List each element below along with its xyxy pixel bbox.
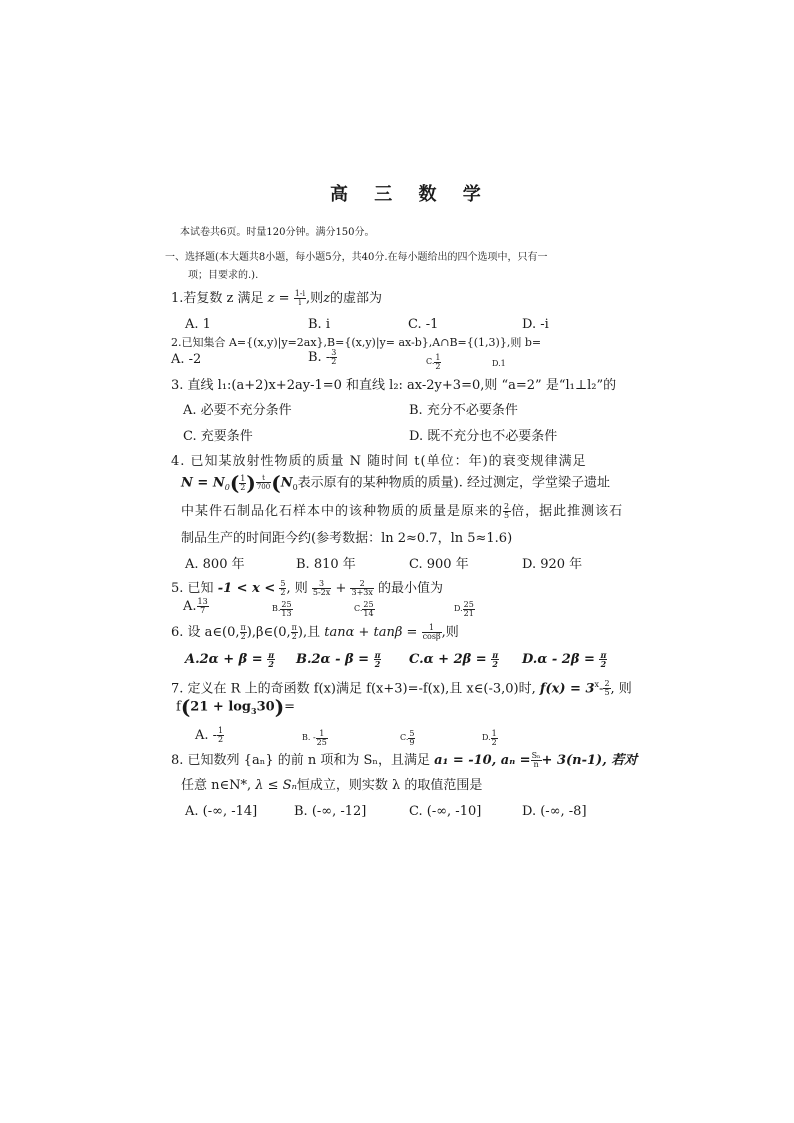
q7-c-frac [408, 730, 415, 747]
q4-exp-num: t [256, 474, 271, 483]
q5-b-num: 25 [281, 599, 292, 609]
q4-base-den: 2 [240, 482, 246, 492]
q6-rhs-den: cosβ [422, 632, 441, 641]
question-2-stem: 2.已知集合 A={(x,y)|y=2ax},B={(x,y)|y= ax-b},A∩B={(1,3)},则 b= [171, 336, 542, 349]
q6-rhs-num: 1 [422, 624, 442, 633]
q1-text-c: 的虚部为 [330, 291, 383, 306]
q6-eq: tanα + tanβ = [324, 625, 418, 640]
q8-frac-num: Sₙ [531, 751, 541, 760]
q8-option-a[interactable]: A. (-∞, -14] [185, 804, 258, 819]
q7-a-frac [217, 727, 224, 744]
q1-option-c[interactable]: C. -1 [408, 317, 439, 332]
section-header-line1: 一、选择题(本大题共8小题，每小题5分，共40分.在每小题给出的四个选项中，只有一 [165, 252, 548, 263]
q5-a-frac [197, 598, 209, 615]
q1-fraction [294, 290, 306, 307]
q2-b-den: 2 [331, 357, 337, 366]
q1-z: z [323, 291, 331, 306]
q7-frac [603, 680, 610, 697]
q5-d-den: 21 [463, 608, 474, 618]
q7-c-num: 5 [409, 728, 415, 738]
q8-option-b[interactable]: B. (-∞, -12] [294, 804, 367, 819]
q5-option-a[interactable] [183, 598, 209, 616]
q6-d-frac [599, 651, 607, 668]
q4-exp-den: 700 [256, 483, 271, 491]
q7-d-label: D. [482, 733, 491, 742]
q4-base-num: 1 [240, 473, 246, 483]
q2-b-frac [330, 349, 337, 366]
q2-option-a[interactable]: A. -2 [171, 352, 202, 367]
q7-option-b[interactable] [302, 729, 328, 747]
q5-frac2 [350, 580, 373, 597]
q5-d-frac [463, 601, 475, 618]
q7-equals: = [284, 699, 296, 715]
q8-frac-den: n [533, 760, 539, 769]
question-5-stem [171, 580, 443, 598]
q6-d-expr: α - 2β = [537, 652, 595, 667]
question-3-stem: 3. 直线 l₁:(a+2)x+2ay-1=0 和直线 l₂: ax-2y+3=0,则 “a=2” 是“l₁⊥l₂”的 [171, 378, 617, 393]
q4-frac [503, 503, 511, 520]
q4-paren2: ( [271, 471, 281, 495]
q6-a-frac [267, 651, 275, 668]
q5-a-den: 7 [200, 606, 206, 615]
q6-d-pi: π [600, 650, 607, 660]
q6-pi-frac-1 [240, 624, 247, 641]
q2-option-b[interactable] [308, 349, 337, 367]
q8-frac [531, 752, 542, 769]
question-8-line1 [171, 752, 637, 770]
q6-a-two: 2 [268, 659, 274, 669]
q7-c-label: C. [400, 733, 409, 742]
q4-n0-sub: 0 [292, 483, 298, 493]
question-7-stem [171, 676, 632, 698]
q6-a-expr: 2α + β = [199, 652, 263, 667]
q5-ineq-den: 2 [280, 588, 286, 597]
q6-a-label: A. [185, 652, 200, 667]
q6-d-label: D. [522, 652, 538, 667]
q7-expr: 21 + log [190, 699, 252, 715]
q4-option-b[interactable]: B. 810 年 [296, 557, 356, 572]
page-title: 高 三 数 学 [330, 184, 491, 205]
q7-minus: - [599, 681, 604, 697]
q1-text-a: 1.若复数 z 满足 [171, 291, 264, 306]
q4-option-d[interactable]: D. 920 年 [522, 557, 583, 572]
q5-text-b: , 则 [286, 581, 308, 596]
q7-option-d[interactable] [482, 729, 498, 747]
q5-ineq: -1 < x < [217, 581, 276, 596]
q7-paren-close: ) [274, 695, 285, 719]
q3-option-b[interactable]: B. 充分不必要条件 [409, 403, 518, 418]
q5-b-frac [280, 601, 292, 618]
q3-option-a[interactable]: A. 必要不充分条件 [183, 403, 292, 418]
q4-line2-text: 表示原有的某种物质的质量). 经过测定，学堂梁子遗址 [297, 475, 611, 491]
question-6-stem [171, 624, 459, 642]
q5-a-num: 13 [197, 597, 208, 606]
q6-two-2: 2 [291, 632, 297, 641]
q6-option-c[interactable] [409, 651, 499, 669]
q6-pi-frac-2 [291, 624, 298, 641]
q6-pi-2: π [291, 623, 297, 632]
q7-f: f [176, 699, 181, 715]
q5-b-den: 13 [281, 608, 292, 618]
q5-b-label: B. [272, 604, 281, 613]
q1-option-d[interactable]: D. -i [522, 317, 549, 332]
q4-line3-b: 倍，据此推测该石 [511, 504, 624, 519]
q7-log-base: 3 [251, 706, 257, 717]
q1-text-b: ,则 [306, 291, 324, 306]
q5-d-label: D. [454, 604, 463, 613]
q2-option-d[interactable]: D.1 [492, 359, 506, 368]
q7-d-num: 1 [491, 728, 497, 738]
q6-b-two: 2 [374, 659, 381, 669]
q5-plus: + [335, 581, 347, 596]
q5-c-label: C. [354, 604, 363, 613]
q2-c-den: 2 [435, 361, 441, 371]
q4-n0: N [280, 475, 293, 491]
q1-option-b[interactable]: B. i [308, 317, 330, 332]
q4-frac-den: 5 [504, 511, 511, 520]
q7-b-num: 1 [316, 730, 328, 739]
q7-text-b: , 则 [610, 681, 632, 697]
q6-c-two: 2 [492, 659, 498, 669]
q6-c-expr: α + 2β = [423, 652, 487, 667]
q7-paren-open: ( [180, 695, 191, 719]
q8-text-b: + 3(n-1), 若对 [541, 753, 638, 768]
q5-option-d[interactable] [454, 600, 475, 618]
q2-c-frac [434, 354, 441, 371]
section-header-line2: 项；目要求的.). [188, 270, 259, 281]
q5-option-b[interactable] [272, 600, 293, 618]
q2-c-num: 1 [435, 352, 441, 362]
q7-d-frac [491, 730, 498, 747]
q6-option-a[interactable] [185, 651, 275, 669]
q8-text-a: 8. 已知数列 {aₙ} 的前 n 项和为 Sₙ，且满足 [171, 753, 431, 768]
q5-c-den: 14 [363, 608, 374, 618]
q6-text-d: ,则 [441, 625, 459, 640]
q5-c-frac [362, 601, 374, 618]
q7-a-den: 2 [218, 735, 224, 744]
q6-text-c: ),且 [297, 625, 321, 640]
q7-fx: f(x) = 3 [539, 681, 595, 697]
q5-d-num: 25 [463, 599, 474, 609]
q5-f1-den: 5-2x [312, 588, 331, 597]
q8-line2-b: λ ≤ Sₙ [255, 778, 297, 793]
q6-pi-1: π [240, 623, 246, 632]
q2-option-c[interactable] [426, 353, 441, 371]
q4-paren-open: ( [229, 471, 240, 495]
q4-frac-num: 2 [504, 502, 511, 511]
q6-d-two: 2 [600, 659, 607, 669]
q1-frac-num: 1-i [294, 289, 306, 298]
q2-c-label: C. [426, 357, 435, 366]
q7-text-a: 7. 定义在 R 上的奇函数 f(x)满足 f(x+3)=-f(x),且 x∈(-3,0)时, [171, 681, 536, 697]
q5-text-a: 5. 已知 [171, 581, 214, 596]
q8-line2-a: 任意 n∈N*, [181, 778, 252, 793]
q7-option-c[interactable] [400, 729, 415, 747]
q4-eq: N = N [181, 475, 225, 491]
q8-option-d[interactable]: D. (-∞, -8] [522, 804, 587, 819]
q8-line2-c: 恒成立，则实数 λ 的取值范围是 [296, 778, 483, 793]
question-4-line2 [181, 471, 611, 497]
q6-option-b[interactable] [296, 651, 381, 669]
q5-text-c: 的最小值为 [378, 581, 444, 596]
q6-text-a: 6. 设 a∈(0, [171, 625, 240, 640]
q7-frac-den: 5 [604, 688, 610, 698]
q5-a-label: A. [183, 599, 197, 614]
q3-option-d[interactable]: D. 既不充分也不必要条件 [409, 429, 558, 444]
q2-b-label: B. - [308, 350, 331, 365]
q8-option-c[interactable]: C. (-∞, -10] [409, 804, 482, 819]
q5-frac1 [312, 580, 331, 597]
q6-b-expr: 2α - β = [311, 652, 370, 667]
q4-eq-sub: 0 [224, 483, 230, 493]
q3-option-c[interactable]: C. 充要条件 [183, 429, 253, 444]
q7-d-den: 2 [491, 737, 497, 747]
q5-f1-num: 3 [312, 580, 331, 589]
q4-option-c[interactable]: C. 900 年 [409, 557, 469, 572]
q6-c-frac [491, 651, 499, 668]
q6-b-label: B. [296, 652, 312, 667]
question-4-line3 [181, 503, 623, 521]
question-4-line4: 制品生产的时间距今约(参考数据：ln 2≈0.7，ln 5≈1.6) [181, 531, 513, 546]
q6-text-b: ),β∈(0, [246, 625, 291, 640]
question-8-line2 [181, 777, 482, 795]
q7-exp: x [594, 680, 600, 689]
q7-frac-num: 2 [604, 679, 610, 689]
q1-eq: z = [267, 291, 290, 306]
q6-c-pi: π [492, 650, 499, 660]
q5-ineq-num: 5 [280, 579, 286, 588]
q4-exp-frac [256, 474, 271, 491]
q7-c-den: 9 [409, 737, 415, 747]
q6-rhs-frac [422, 624, 442, 641]
q7-log-arg: 30 [256, 699, 275, 715]
q4-line3-a: 中某件石制品化石样本中的该种物质的质量是原来的 [181, 504, 504, 519]
q5-f2-den: 3+3x [351, 588, 373, 597]
q4-paren-close: ) [246, 471, 256, 495]
question-4-line1: 4. 已知某放射性物质的质量 N 随时间 t(单位：年)的衰变规律满足 [171, 454, 587, 469]
exam-info: 本试卷共6页。时量120分钟。满分150分。 [180, 227, 375, 238]
q6-option-d[interactable] [522, 651, 607, 669]
q7-b-den: 25 [316, 737, 327, 747]
q7-a-num: 1 [218, 726, 224, 735]
q6-a-pi: π [268, 650, 275, 660]
q2-b-num: 3 [331, 348, 337, 357]
q5-option-c[interactable] [354, 600, 375, 618]
q7-a-label: A. - [195, 728, 218, 743]
q6-b-frac [374, 651, 382, 668]
q6-c-label: C. [409, 652, 424, 667]
q5-c-num: 25 [363, 599, 374, 609]
q1-option-a[interactable]: A. 1 [185, 317, 211, 332]
q1-frac-den: i [298, 298, 302, 307]
q4-option-a[interactable]: A. 800 年 [185, 557, 245, 572]
q6-b-pi: π [374, 650, 381, 660]
question-7-line2 [176, 695, 296, 720]
question-1-stem [171, 290, 382, 308]
q8-a1: a₁ = -10, aₙ = [434, 753, 531, 768]
q5-f2-num: 2 [350, 580, 373, 589]
q7-b-label: B. - [302, 733, 316, 742]
q7-b-frac [316, 730, 328, 747]
q7-option-a[interactable] [195, 727, 224, 745]
q6-two-1: 2 [240, 632, 246, 641]
